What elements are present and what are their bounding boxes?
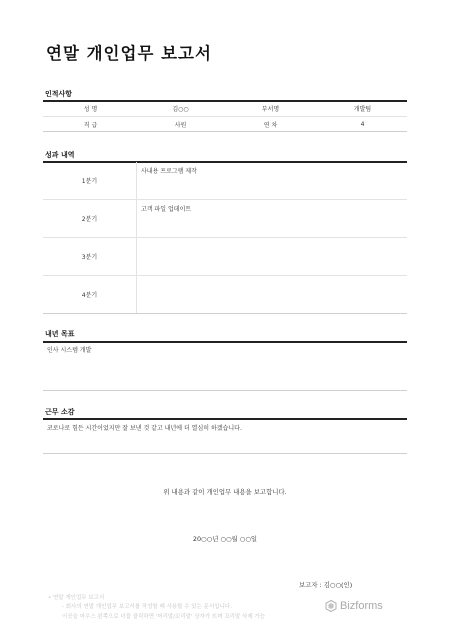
footer-note-title: • 연말 개인업무 보고서 — [48, 595, 105, 601]
report-statement: 위 내용과 같이 개인업무 내용을 보고합니다. — [163, 488, 287, 496]
name-value[interactable]: 김○○ — [172, 106, 189, 113]
goals-bottom-border — [43, 390, 407, 391]
department-label: 부서명 — [261, 106, 280, 113]
years-value[interactable]: 4 — [360, 120, 365, 128]
quarter-label: 1분기 — [81, 178, 98, 185]
quarter-label: 3분기 — [81, 254, 98, 261]
goals-top-border — [43, 341, 407, 343]
rank-label: 직 급 — [83, 121, 98, 129]
rank-value[interactable]: 사원 — [174, 121, 187, 129]
quarter-content[interactable]: 고객 파일 업데이트 — [141, 206, 192, 213]
bizforms-logo — [325, 600, 383, 612]
footer-note-instruction: 이곳을 마우스 왼쪽으로 더블 클릭하면 '머리말/꼬리말' 상자가 뜨며 꼬리말 삭제 가능 — [62, 614, 266, 620]
report-date[interactable]: 20○○년 ○○월 ○○일 — [192, 535, 258, 543]
goals-section-heading: 내년 목표 — [45, 330, 75, 338]
personal-table-bottom-border — [43, 131, 407, 132]
goals-text[interactable]: 인사 시스템 개발 — [47, 347, 92, 354]
department-value[interactable]: 개발팀 — [353, 106, 372, 113]
years-label: 연 차 — [263, 121, 278, 129]
footer-note-description: - 회사의 연말 개인업무 보고서를 작성할 때 사용할 수 있는 문서입니다. — [62, 604, 232, 610]
review-text[interactable]: 코로나로 힘든 시간이었지만 잘 보낸 것 같고 내년에 더 열심히 하겠습니다. — [47, 425, 242, 432]
bizforms-logo-text: Bizforms — [340, 600, 383, 612]
review-bottom-border — [43, 453, 407, 454]
bizforms-logo-icon — [325, 600, 337, 612]
quarter-label: 2분기 — [81, 216, 98, 223]
quarter-content[interactable]: 사내용 프로그램 제작 — [141, 168, 197, 175]
document-title: 연말 개인업무 보고서 — [46, 44, 212, 63]
name-label: 성 명 — [83, 106, 98, 113]
performance-section-heading: 성과 내역 — [45, 151, 75, 159]
performance-table-bottom-border — [43, 313, 407, 314]
review-section-heading: 근무 소감 — [45, 408, 75, 416]
quarter-label: 4분기 — [81, 292, 98, 299]
review-top-border — [43, 418, 407, 420]
personal-section-heading: 인적사항 — [45, 90, 73, 98]
reporter-signature[interactable]: 보고자 : 김○○(인) — [299, 581, 353, 589]
